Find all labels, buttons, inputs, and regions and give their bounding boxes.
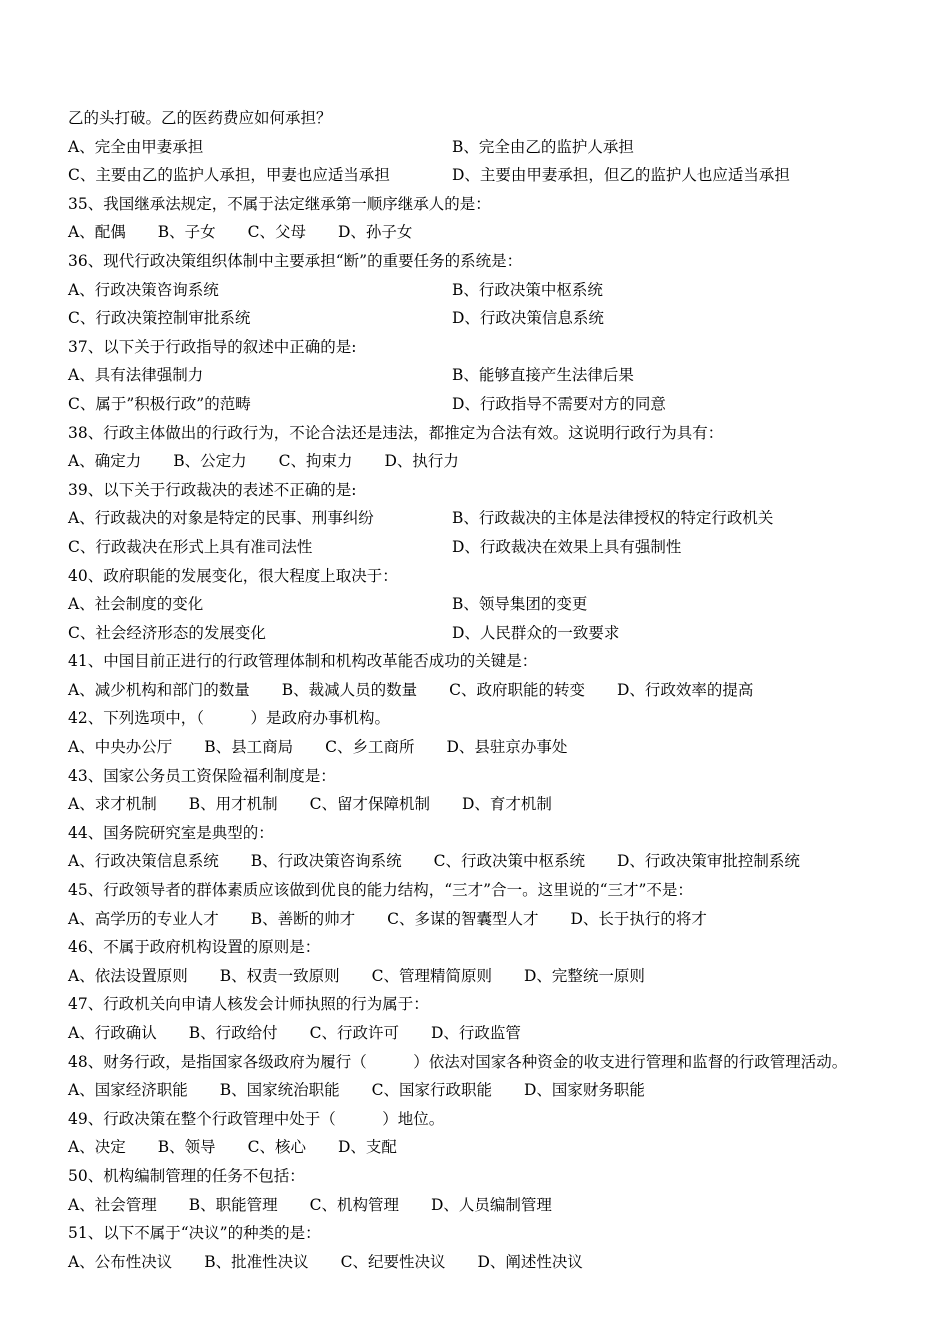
answer-option: C、主要由乙的监护人承担，甲妻也应适当承担	[68, 166, 390, 185]
answer-option: D、人员编制管理	[430, 1195, 552, 1214]
question-text: 36、现代行政决策组织体制中主要承担“断”的重要任务的系统是：	[68, 251, 523, 270]
answer-option: C、政府职能的转变	[449, 680, 585, 699]
answer-option-row	[68, 361, 928, 390]
answer-option: A、行政决策咨询系统	[68, 280, 219, 299]
answer-option: A、完全由甲妻承担	[68, 137, 204, 156]
answer-option: D、行政裁决在效果上具有强制性	[452, 537, 682, 556]
answer-option: D、人民群众的一致要求	[452, 623, 620, 642]
answer-option-row	[68, 962, 928, 991]
answer-option: B、子女	[157, 223, 216, 242]
answer-option: C、乡工商所	[325, 738, 415, 757]
question-text: 38、行政主体做出的行政行为，不论合法还是违法，都推定为合法有效。这说明行政行为具有：	[68, 423, 724, 442]
answer-option-row	[68, 133, 928, 162]
answer-option: B、行政裁决的主体是法律授权的特定行政机关	[452, 509, 774, 528]
answer-option-row	[68, 1133, 928, 1162]
answer-option: A、决定	[68, 1138, 126, 1157]
question-text: 46、不属于政府机构设置的原则是：	[68, 938, 321, 957]
answer-option: A、依法设置原则	[68, 966, 188, 985]
answer-option: C、行政决策中枢系统	[433, 852, 585, 871]
answer-option-row	[68, 161, 928, 190]
answer-option: C、国家行政职能	[371, 1081, 492, 1100]
answer-option: B、能够直接产生法律后果	[452, 366, 634, 385]
question-text: 39、以下关于行政裁决的表述不正确的是:	[68, 480, 357, 499]
answer-option: B、权责一致原则	[219, 966, 340, 985]
answer-option: C、行政决策控制审批系统	[68, 309, 251, 328]
answer-option: A、减少机构和部门的数量	[68, 680, 250, 699]
answer-option: A、中央办公厅	[68, 738, 173, 757]
answer-option-row	[68, 1019, 928, 1048]
answer-option-row	[68, 1191, 928, 1220]
answer-option: B、国家统治职能	[219, 1081, 340, 1100]
answer-option: B、裁减人员的数量	[281, 680, 418, 699]
answer-option: C、拘束力	[278, 452, 353, 471]
answer-option-row	[68, 504, 928, 533]
question-text: 42、下列选项中，（ ）是政府办事机构。	[68, 709, 390, 728]
answer-option-row	[68, 304, 928, 333]
answer-option-row	[68, 676, 928, 705]
answer-option: B、领导	[157, 1138, 216, 1157]
answer-option-row	[68, 590, 928, 619]
answer-option-row	[68, 905, 928, 934]
answer-option: A、社会制度的变化	[68, 595, 204, 614]
answer-option: B、县工商局	[204, 738, 294, 757]
answer-option-row	[68, 1076, 928, 1105]
answer-option: B、公定力	[173, 452, 247, 471]
answer-option: D、行政决策信息系统	[452, 309, 604, 328]
answer-option: A、高学历的专业人才	[68, 909, 219, 928]
exam-page-body	[68, 104, 928, 1276]
answer-option: A、行政裁决的对象是特定的民事、刑事纠纷	[68, 509, 374, 528]
answer-option: C、行政裁决在形式上具有准司法性	[68, 537, 313, 556]
answer-option: D、行政决策审批控制系统	[616, 852, 800, 871]
answer-option-row	[68, 447, 928, 476]
answer-option-row	[68, 733, 928, 762]
answer-option: A、确定力	[68, 452, 142, 471]
answer-option: B、行政决策中枢系统	[452, 280, 603, 299]
answer-option: B、完全由乙的监护人承担	[452, 137, 634, 156]
answer-option: C、机构管理	[309, 1195, 399, 1214]
answer-option: D、行政指导不需要对方的同意	[452, 394, 666, 413]
answer-option: D、支配	[337, 1138, 397, 1157]
answer-option-row	[68, 790, 928, 819]
question-text: 41、中国目前正进行的行政管理体制和机构改革能否成功的关键是：	[68, 652, 538, 671]
answer-option: B、职能管理	[188, 1195, 278, 1214]
answer-option: C、核心	[247, 1138, 306, 1157]
answer-option: C、父母	[247, 223, 306, 242]
answer-option: D、国家财务职能	[523, 1081, 645, 1100]
question-text: 45、行政领导者的群体素质应该做到优良的能力结构，“三才”合一。这里说的“三才”不是：	[68, 881, 693, 900]
question-text: 47、行政机关向申请人核发会计师执照的行为属于：	[68, 995, 429, 1014]
question-text: 乙的头打破。乙的医药费应如何承担？	[68, 109, 332, 127]
answer-option: B、用才机制	[188, 795, 278, 814]
answer-option: D、行政监管	[430, 1024, 521, 1042]
answer-option: A、行政确认	[68, 1024, 157, 1042]
question-text: 50、机构编制管理的任务不包括：	[68, 1166, 305, 1185]
question-text: 49、行政决策在整个行政管理中处于（ ）地位。	[68, 1109, 445, 1128]
answer-option: D、完整统一原则	[523, 966, 645, 985]
answer-option: D、行政效率的提高	[616, 680, 754, 699]
answer-option: C、社会经济形态的发展变化	[68, 623, 266, 642]
answer-option-row	[68, 619, 928, 648]
answer-option: A、社会管理	[68, 1195, 157, 1214]
answer-option: A、配偶	[68, 223, 126, 242]
question-text: 44、国务院研究室是典型的：	[68, 823, 274, 842]
answer-option: C、管理精简原则	[371, 966, 492, 985]
answer-option: A、行政决策信息系统	[68, 852, 219, 871]
answer-option: C、留才保障机制	[309, 795, 430, 814]
answer-option: C、多谋的智囊型人才	[387, 909, 539, 928]
answer-option: D、执行力	[384, 452, 459, 471]
answer-option: D、长于执行的将才	[570, 909, 707, 928]
question-text: 43、国家公务员工资保险福利制度是：	[68, 766, 336, 785]
answer-option-row	[68, 390, 928, 419]
answer-option-row	[68, 218, 928, 247]
answer-option: B、行政给付	[188, 1024, 278, 1042]
question-text: 48、财务行政，是指国家各级政府为履行（ ）依法对国家各种资金的收支进行管理和监督的行政管理活动。	[68, 1052, 848, 1071]
answer-option: D、县驻京办事处	[446, 738, 568, 757]
answer-option-row	[68, 1248, 928, 1277]
answer-option: B、领导集团的变更	[452, 595, 588, 614]
answer-option: A、国家经济职能	[68, 1081, 188, 1100]
answer-option-row	[68, 276, 928, 305]
question-text: 51、以下不属于“决议”的种类的是：	[68, 1224, 321, 1243]
answer-option: C、纪要性决议	[340, 1252, 446, 1271]
answer-option-row	[68, 533, 928, 562]
answer-option: A、具有法律强制力	[68, 366, 204, 385]
question-text: 35、我国继承法规定，不属于法定继承第一顺序继承人的是：	[68, 194, 491, 213]
answer-option: D、主要由甲妻承担，但乙的监护人也应适当承担	[452, 166, 790, 185]
answer-option: D、育才机制	[461, 795, 552, 814]
answer-option: D、阐述性决议	[477, 1252, 583, 1271]
answer-option: A、公布性决议	[68, 1252, 173, 1271]
question-text: 37、以下关于行政指导的叙述中正确的是:	[68, 337, 357, 356]
question-text: 40、政府职能的发展变化，很大程度上取决于：	[68, 566, 398, 585]
answer-option: B、批准性决议	[204, 1252, 309, 1271]
answer-option-row	[68, 847, 928, 876]
answer-option: C、行政许可	[309, 1024, 399, 1042]
answer-option: D、孙子女	[337, 223, 413, 242]
answer-option: C、属于”积极行政”的范畴	[68, 394, 251, 413]
answer-option: B、行政决策咨询系统	[250, 852, 402, 871]
answer-option: A、求才机制	[68, 795, 157, 814]
answer-option: B、善断的帅才	[250, 909, 356, 928]
